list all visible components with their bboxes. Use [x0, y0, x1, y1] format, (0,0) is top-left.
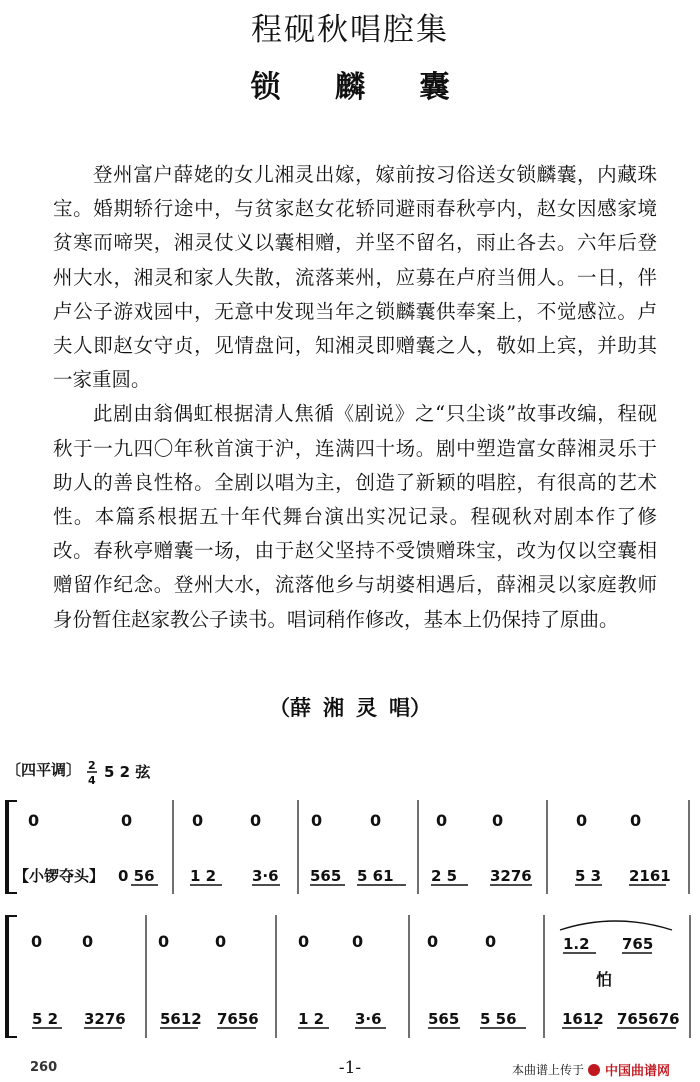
intro-text — [53, 158, 657, 637]
piece-title-char: 锁 — [250, 70, 281, 105]
score-note: 0 — [298, 932, 310, 951]
score-note: 1 2 — [298, 1010, 325, 1028]
score-note: 0 — [311, 811, 323, 830]
score-note: 0 56 — [118, 867, 155, 885]
lyric-char: 怕 — [596, 970, 613, 989]
score-note: 0 — [28, 811, 40, 830]
score-note: 1612 — [562, 1010, 604, 1028]
time-signature-top: 2 — [88, 759, 96, 772]
piece-title — [0, 62, 700, 106]
score-note: 3276 — [84, 1010, 126, 1028]
tune-label: 〔四平调〕 — [6, 761, 82, 779]
singer-char: 湘 — [323, 696, 344, 720]
site-name: 中国曲谱网 — [605, 1064, 671, 1079]
score-note: 565 — [310, 867, 342, 885]
slur-mark — [560, 921, 672, 930]
score-note: 3·6 — [355, 1010, 382, 1028]
score-note: 0 — [250, 811, 262, 830]
score-note: 0 — [192, 811, 204, 830]
site-logo-icon — [588, 1064, 600, 1076]
score-note: 0 — [436, 811, 448, 830]
intro-paragraph: 登州富户薛姥的女儿湘灵出嫁，嫁前按习俗送女锁麟囊，内藏珠宝。婚期轿行途中，与贫家赵女花轿同避雨春秋亭内，赵女因感家境贫寒而啼哭，湘灵仗义以囊相赠，并坚不留名，雨止各去。六年后登州大水，湘灵和家人失散，流落莱州，应募在卢府当佣人。一日，伴卢公子游戏园中，无意中发现当年之锁麟囊供奉案上，不觉感泣。卢夫人即赵女守贞，见情盘问，知湘灵即赠囊之人，敬如上宾，并助其一家重圆。 — [53, 163, 657, 392]
score-note: 765 — [622, 935, 654, 953]
score-system-1 — [7, 800, 689, 894]
page-number: -1- — [338, 1058, 362, 1078]
score-note: 5 3 — [575, 867, 602, 885]
piece-title-char: 囊 — [419, 70, 450, 105]
percussion-label: 【小锣夺头】 — [14, 867, 105, 885]
credit-text: 本曲谱上传于 — [512, 1063, 585, 1077]
score-note: 0 — [427, 932, 439, 951]
score-note: 5 56 — [480, 1010, 517, 1028]
score-note: 0 — [630, 811, 642, 830]
score-note: 2 5 — [431, 867, 458, 885]
score-note: 0 — [492, 811, 504, 830]
score-note: 3·6 — [252, 867, 279, 885]
score-note: 0 — [215, 932, 227, 951]
score-system-2 — [7, 915, 690, 1038]
score-note: 0 — [485, 932, 497, 951]
score-note: 7656 — [217, 1010, 259, 1028]
singer-char: 唱） — [389, 696, 431, 720]
score-note: 0 — [82, 932, 94, 951]
score-note: 5 2 — [32, 1010, 59, 1028]
score-note: 3276 — [490, 867, 532, 885]
piece-title-char: 麟 — [335, 70, 365, 105]
singer-char: 灵 — [356, 696, 377, 720]
score-note: 0 — [352, 932, 364, 951]
score-note: 0 — [576, 811, 588, 830]
score-note: 5 61 — [357, 867, 394, 885]
score-note: 0 — [370, 811, 382, 830]
score-note: 0 — [31, 932, 43, 951]
score-note: 0 — [158, 932, 170, 951]
score-note: 0 — [121, 811, 133, 830]
singer-label — [0, 692, 700, 722]
score-note: 5612 — [160, 1010, 202, 1028]
score-note: 565 — [428, 1010, 460, 1028]
print-page-number: 260 — [30, 1060, 58, 1075]
score-note: 1.2 — [563, 935, 590, 953]
time-signature-bottom: 4 — [88, 774, 96, 787]
score-note: 2161 — [629, 867, 671, 885]
intro-paragraph: 此剧由翁偶虹根据清人焦循《剧说》之“只尘谈”故事改编，程砚秋于一九四〇年秋首演于沪，连满四十场。剧中塑造富女薛湘灵乐于助人的善良性格。全剧以唱为主，创造了新颖的唱腔，有很高的艺术性。本篇系根据五十年代舞台演出实况记录。程砚秋对剧本作了修改。春秋亭赠囊一场，由于赵父坚持不受馈赠珠宝，改为仅以空囊相赠留作纪念。登州大水，流落他乡与胡婆相遇后，薛湘灵以家庭教师身份暂住赵家教公子读书。唱词稍作修改，基本上仍保持了原曲。 — [53, 402, 657, 631]
upload-credit — [512, 1060, 670, 1079]
score-note: 1 2 — [190, 867, 217, 885]
tuning-label: 5 2 弦 — [104, 763, 151, 781]
singer-char: （薛 — [269, 696, 311, 720]
book-title: 程砚秋唱腔集 — [251, 12, 449, 48]
score-note: 765676 — [617, 1010, 680, 1028]
